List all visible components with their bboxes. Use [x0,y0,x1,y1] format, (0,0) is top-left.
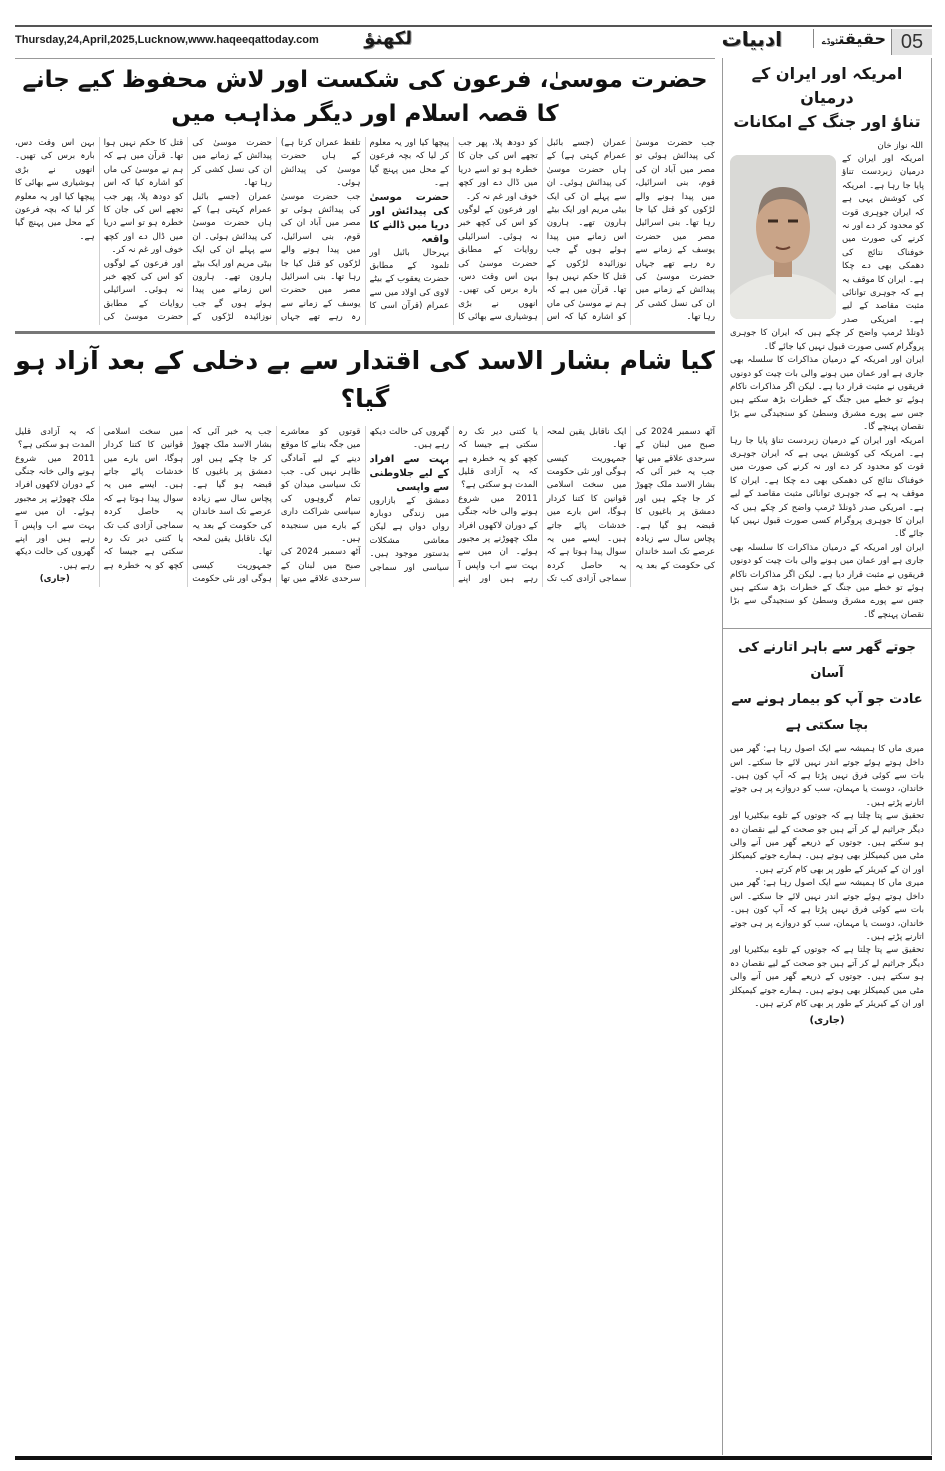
page-number: 05 [891,29,932,55]
section-title: ادبیات [721,27,782,51]
continued-label: (جاری) [39,574,70,585]
paragraph: جمہوریت کیسی ہوگی اور نئی حکومت میں سخت اسلامی قوانین کا کتنا کردار ہوگا، اس بارے میں خدشات پائے جاتے ہیں۔ ایسے میں یہ سوال پیدا ہوتا ہے کہ یہ حاصل کردہ سماجی آزادی کب تک یا کتنی دیر تک رہ سکتی ہے جیسا کہ کچھ کو یہ خطرہ ہے کہ یہ آزادی قلیل المدت ہو سکتی ہے؟ [458,426,627,585]
article-bottom-subhead-paragraph: دمشق کے بازاروں میں زندگی دوبارہ رواں دواں ہے لیکن معاشی مشکلات بدستور موجود ہیں۔ سیاسی اور سماجی قوتوں کو معاشرے میں جگہ بنانے کا موقع دینے کے لیے آمادگی ظاہر نہیں کی۔ جب تک سیاسی میدان کو تمام گروہوں کی سیاسی شراکت داری کے بارے میں سنجیدہ ہیں۔ [280,426,450,573]
article-bottom-body [15,426,715,587]
article-top-subhead: حضرت موسیٰ کی پیدائش اور دریا میں ڈالنے کا واقعہ [369,191,450,245]
sidebar-bottom-headline [729,635,925,739]
headline-line: عادت جو آپ کو بیمار ہونے سے بچا سکتی ہے [731,692,923,734]
paragraph: تحقیق سے پتا چلتا ہے کہ جوتوں کے تلوے بیکٹیریا اور دیگر جراثیم لے کر آتے ہیں جو صحت کے لیے نقصان دہ ہو سکتے ہیں۔ جوتوں کے ذریعے گھر میں آنے والی مٹی میں کیمیکلز بھی ہوتے ہیں۔ ہمارے جوتے کیمیکلز اور ان کے کیریئر کے طور پر بھی کام کرتے ہیں۔ [730,811,924,875]
section-divider [15,331,715,334]
sidebar [722,58,932,1455]
bottom-rule [15,1456,932,1460]
paragraph: جمہوریت کیسی ہوگی اور نئی حکومت میں سخت اسلامی قوانین کا کتنا کردار ہوگا، اس بارے میں خدشات پائے جاتے ہیں۔ ایسے میں یہ سوال پیدا ہوتا ہے کہ یہ حاصل کردہ سماجی آزادی کب تک یا کتنی دیر تک رہ سکتی ہے جیسا کہ کچھ کو یہ خطرہ ہے کہ یہ آزادی قلیل المدت ہو سکتی ہے؟ [15,426,272,585]
headline-line: تناؤ اور جنگ کے امکانات [733,112,921,131]
paragraph: تحقیق سے پتا چلتا ہے کہ جوتوں کے تلوے بیکٹیریا اور دیگر جراثیم لے کر آتے ہیں جو صحت کے لیے نقصان دہ ہو سکتے ہیں۔ جوتوں کے ذریعے گھر میں آنے والی مٹی میں کیمیکلز بھی ہوتے ہیں۔ ہمارے جوتے کیمیکلز اور ان کے کیریئر کے طور پر بھی کام کرتے ہیں۔ [730,945,924,1009]
sidebar-bottom-body [730,743,924,1011]
paragraph: جب حضرت موسیٰ کی پیدائش ہوئی تو مصر میں آباد ان کی قوم، بنی اسرائیل، میں پیدا ہونے والے لڑکوں کو قتل کیا جا رہا تھا۔ بنی اسرائیل مصر میں حضرت یوسف کے زمانے سے رہ رہے تھے جہاں حضرت موسیٰ کی پیدائش کے زمانے میں ان کی نسل کشی کر رہا تھا۔ [635,138,715,323]
paragraph: 2011 میں شروع ہونے والی خانہ جنگی کے دوران لاکھوں افراد ملک چھوڑنے پر مجبور ہوئے۔ ان میں سے بہت سے اب واپس آ رہے ہیں اور اپنے گھروں کی حالت دیکھ رہے ہیں۔ [369,426,538,585]
paragraph: ایران اور امریکہ کے درمیان مذاکرات کا سلسلہ بھی جاری ہے اور عمان میں ہونے والی بات چیت کو دونوں فریقوں نے مثبت قرار دیا ہے۔ لیکن اگر مذاکرات ناکام ہوئے تو خطے میں جنگ کے خطرات بڑھ سکتے ہیں جس سے پورے مشرق وسطیٰ کو سنجیدگی سے بڑا نقصان پہنچے گا۔ [730,542,924,620]
paragraph: امریکہ اور ایران کے درمیان زبردست تناؤ پایا جا رہا ہے۔ امریکہ کی کوشش یہی ہے کہ ایران جوہری قوت کو محدود کر دے اور نہ کرنے کی صورت میں خوفناک نتائج کی دھمکی بھی دے چکا ہے۔ ایران کا موقف یہ ہے کہ جوہری توانائی مثبت مقاصد کے لیے ہے۔ امریکی صدر ڈونلڈ ٹرمپ واضح کر چکے ہیں کہ ایران کا جوہری پروگرام کسی صورت قبول نہیں کیا جائے گا۔ [730,435,924,540]
author-byline: اللہ نواز خان [877,141,923,151]
paragraph: عمران (جسے بائبل عمرام کہتی ہے) کے ہاں حضرت موسیٰ کی پیدائش ہوئی۔ ان سے پہلے ان کی ایک بیٹی مریم اور ایک بیٹے ہارون تھے۔ ہارون اس زمانے میں پیدا ہوئے ہوں گے جب نوزائیدہ لڑکوں کے قتل کا حکم نہیں ہوا تھا۔ قرآن میں ہے کہ ہم نے موسیٰ کی ماں کو اشارہ کیا کہ اس کو دودھ پلا، پھر جب تجھے اس کی جان کا خطرہ ہو تو اسے دریا میں ڈال دے اور کچھ خوف اور غم نہ کر۔ [458,138,627,323]
paragraph: 2011 میں شروع ہونے والی خانہ جنگی کے دوران لاکھوں افراد ملک چھوڑنے پر مجبور ہوئے۔ ان میں سے بہت سے اب واپس آ رہے ہیں اور اپنے گھروں کی حالت دیکھ رہے ہیں۔ [15,453,95,571]
article-top [15,59,715,325]
paragraph: اور فرعون کے لوگوں کو اس کی کچھ خبر نہ ہوئی۔ اسرائیلی روایات کے مطابق حضرت موسیٰ کی بہن اس وقت دس، بارہ برس کی تھیں۔ انھوں نے بڑی ہوشیاری سے بھائی کا پیچھا کیا اور یہ معلوم کر لیا کہ بچہ فرعون کے محل میں پہنچ گیا ہے۔ [15,138,184,323]
article-top-body [15,137,715,325]
author-photo [730,155,836,319]
sidebar-top-more-paragraphs [730,435,924,623]
paragraph: اور فرعون کے لوگوں کو اس کی کچھ خبر نہ ہوئی۔ اسرائیلی روایات کے مطابق حضرت موسیٰ کی بہن اس وقت دس، بارہ برس کی تھیں۔ انھوں نے بڑی ہوشیاری سے بھائی کا پیچھا کیا اور یہ معلوم کر لیا کہ بچہ فرعون کے محل میں پہنچ گیا ہے۔ [369,138,538,323]
sidebar-divider [723,628,931,629]
paragraph: جب حضرت موسیٰ کی پیدائش ہوئی تو مصر میں آباد ان کی قوم، بنی اسرائیل، میں پیدا ہونے والے لڑکوں کو قتل کیا جا رہا تھا۔ بنی اسرائیل مصر میں حضرت یوسف کے زمانے سے رہ رہے تھے جہاں حضرت موسیٰ کی پیدائش کے زمانے میں ان کی نسل کشی کر رہا تھا۔ [192,138,361,323]
article-top-subhead-paragraph: بہرحال بائبل اور تلمود کے مطابق حضرت یعقوب کے بیٹے لاوی کی اولاد میں سے عمرام (قرآن اسی کا تلفظ عمران کرتا ہے) کے ہاں حضرت موسیٰ کی پیدائش ہوئی۔ [280,138,450,312]
main-column [15,58,715,587]
logo-text: حقیقت [838,29,886,48]
continued-label: (جاری) [809,1015,845,1027]
sidebar-top-headline [729,62,925,134]
sidebar-top-body [730,153,924,622]
article-bottom-headline: کیا شام بشار الاسد کی اقتدار سے بے دخلی کے بعد آزاد ہو گیا؟ [15,345,715,413]
headline-line: امریکہ اور ایران کے درمیان [751,64,903,107]
paragraph: میری ماں کا ہمیشہ سے ایک اصول رہا ہے: گھر میں داخل ہوتے ہوئے جوتے اندر نہیں لائے جا سکتے۔ اس بات سے کوئی فرق نہیں پڑتا ہے کہ آپ کون ہیں۔ خاندان، دوست یا مہمان، سب کو دروازے پر ہی جوتے اتارنے پڑتے ہیں۔ [730,744,924,808]
article-bottom [15,340,715,587]
sidebar-bottom-more-paragraphs [730,877,924,1011]
city-label: لکھنؤ [364,28,412,49]
newspaper-logo [813,29,886,48]
dateline: Thursday,24,April,2025,Lucknow,www.haqeeqattoday.com [15,34,319,46]
logo-small-text: ٹوڈے [821,37,839,46]
headline-line: جوتے گھر سے باہر اتارنے کی آسان [738,640,916,682]
article-bottom-subhead: بہت سے افراد کے لیے جلاوطنی سے واپسی [369,453,450,493]
article-top-headline: حضرت موسیٰ، فرعون کی شکست اور لاش محفوظ کیے جانے کا قصہ اسلام اور دیگر مذاہب میں [22,67,708,127]
paragraph: آٹھ دسمبر 2024 کی صبح میں لبنان کے سرحدی علاقے میں تھا جب یہ خبر آئی کہ بشار الاسد ملک چھوڑ کر جا چکے ہیں اور دمشق پر باغیوں کا قبضہ ہو گیا ہے۔ پچاس سال سے زیادہ عرصے تک اسد خاندان کی حکومت کے بعد یہ ایک ناقابل یقین لمحہ تھا۔ [546,426,715,571]
paragraph: ایران اور امریکہ کے درمیان مذاکرات کا سلسلہ بھی جاری ہے اور عمان میں ہونے والی بات چیت کو دونوں فریقوں نے مثبت قرار دیا ہے۔ لیکن اگر مذاکرات ناکام ہوئے تو خطے میں جنگ کے خطرات بڑھ سکتے ہیں جس سے پورے مشرق وسطیٰ کو سنجیدگی سے بڑا نقصان پہنچے گا۔ [730,355,924,433]
paragraph: امریکہ اور ایران کے درمیان زبردست تناؤ پایا جا رہا ہے۔ امریکہ کی کوشش یہی ہے کہ ایران جوہری قوت کو محدود کر دے اور نہ کرنے کی صورت میں خوفناک نتائج کی دھمکی بھی دے چکا ہے۔ ایران کا موقف یہ ہے کہ جوہری توانائی مثبت مقاصد کے لیے ہے۔ امریکی صدر ڈونلڈ ٹرمپ واضح کر چکے ہیں کہ ایران کا جوہری پروگرام کسی صورت قبول نہیں کیا جائے گا۔ [730,154,924,352]
paragraph: میری ماں کا ہمیشہ سے ایک اصول رہا ہے: گھر میں داخل ہوتے ہوئے جوتے اندر نہیں لائے جا سکتے۔ اس بات سے کوئی فرق نہیں پڑتا ہے کہ آپ کون ہیں۔ خاندان، دوست یا مہمان، سب کو دروازے پر ہی جوتے اتارنے پڑتے ہیں۔ [730,878,924,942]
paragraph: آٹھ دسمبر 2024 کی صبح میں لبنان کے سرحدی علاقے میں تھا جب یہ خبر آئی کہ بشار الاسد ملک چھوڑ کر جا چکے ہیں اور دمشق پر باغیوں کا قبضہ ہو گیا ہے۔ پچاس سال سے زیادہ عرصے تک اسد خاندان کی حکومت کے بعد یہ ایک ناقابل یقین لمحہ تھا۔ [192,426,361,585]
masthead [15,25,932,59]
sidebar-bottom-paragraphs [730,743,924,877]
paragraph: عمران (جسے بائبل عمرام کہتی ہے) کے ہاں حضرت موسیٰ کی پیدائش ہوئی۔ ان سے پہلے ان کی ایک بیٹی مریم اور ایک بیٹے ہارون تھے۔ ہارون اس زمانے میں پیدا ہوئے ہوں گے جب نوزائیدہ لڑکوں کے قتل کا حکم نہیں ہوا تھا۔ قرآن میں ہے کہ ہم نے موسیٰ کی ماں کو اشارہ کیا کہ اس کو دودھ پلا، پھر جب تجھے اس کی جان کا خطرہ ہو تو اسے دریا میں ڈال دے اور کچھ خوف اور غم نہ کر۔ [103,138,272,323]
